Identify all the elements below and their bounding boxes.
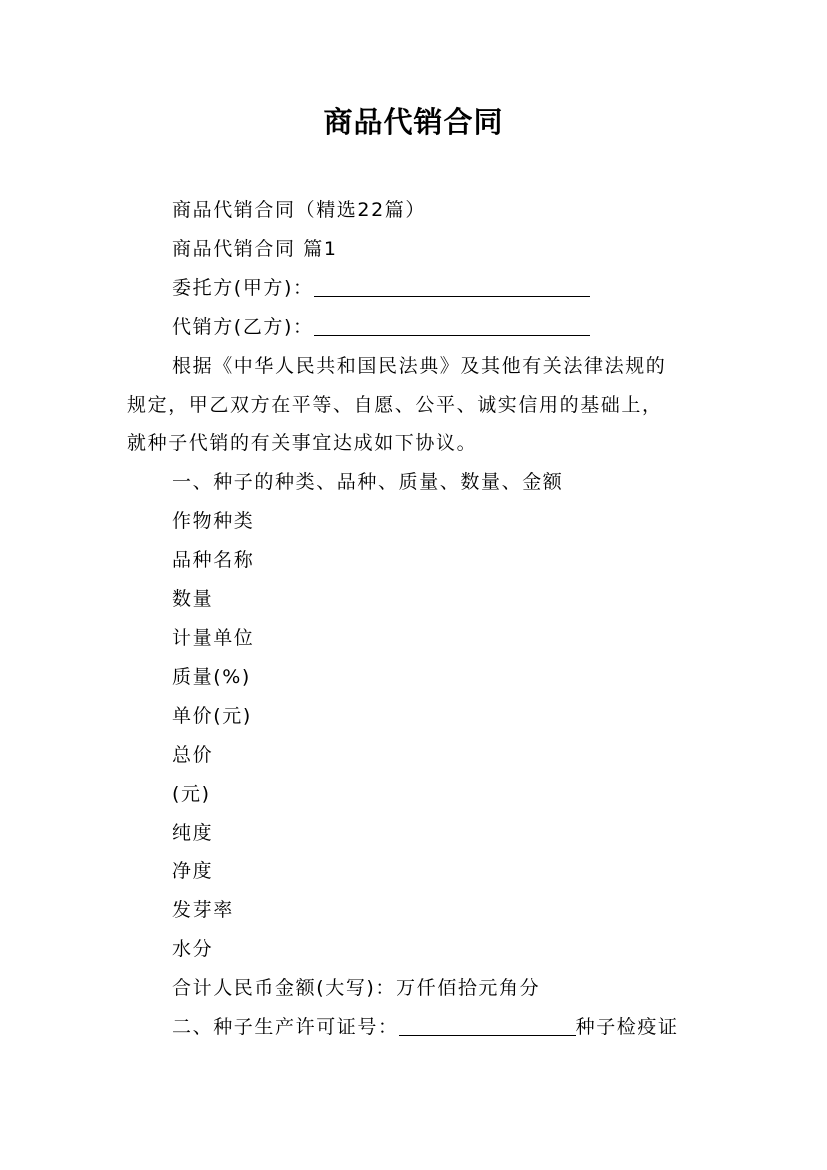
item-unit-price: 单价(元) [172, 704, 252, 727]
item-crop-type: 作物种类 [172, 510, 255, 533]
paragraph-heading-collection: 商品代销合同（精选22篇） [172, 199, 426, 221]
quarantine-label: 种子检疫证 [575, 1016, 679, 1039]
document-body [127, 191, 707, 1047]
item-cleanliness: 净度 [172, 860, 214, 883]
document-title: 商品代销合同 [323, 105, 504, 139]
item-variety-name: 品种名称 [172, 549, 255, 572]
party-a-line [127, 269, 707, 308]
item-total-price: 总价 [172, 743, 214, 766]
paragraph-basis-line1: 根据《中华人民共和国民法典》及其他有关法律法规的 [172, 354, 667, 377]
party-b-blank [314, 334, 590, 336]
paragraph-basis-line3: 就种子代销的有关事宜达成如下协议。 [127, 432, 478, 455]
item-germination-rate: 发芽率 [172, 899, 234, 922]
license-blank [399, 1034, 576, 1036]
license-label: 二、种子生产许可证号： [172, 1016, 399, 1039]
paragraph-basis-line2: 规定，甲乙双方在平等、自愿、公平、诚实信用的基础上， [127, 393, 663, 416]
item-total-price-unit: (元) [172, 782, 211, 805]
item-purity: 纯度 [172, 821, 214, 844]
paragraph-heading-part1: 商品代销合同 篇1 [172, 237, 338, 260]
item-unit: 计量单位 [172, 626, 255, 649]
total-amount-line: 合计人民币金额(大写)：万仟佰拾元角分 [172, 977, 541, 1000]
party-b-line [127, 308, 707, 347]
party-a-blank [314, 295, 590, 297]
party-b-label: 代销方(乙方)： [172, 315, 314, 338]
party-a-label: 委托方(甲方)： [172, 276, 314, 299]
item-moisture: 水分 [172, 938, 214, 961]
item-quality: 质量(%) [172, 665, 251, 688]
section-1-heading: 一、种子的种类、品种、质量、数量、金额 [172, 471, 564, 494]
item-quantity: 数量 [172, 588, 214, 611]
section-2-line [127, 1008, 707, 1047]
